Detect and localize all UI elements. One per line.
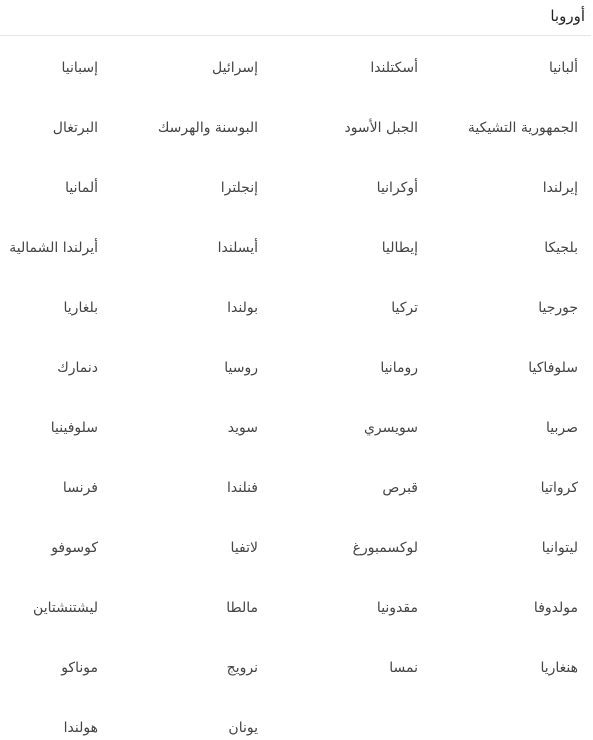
country-link[interactable]: كرواتيا <box>540 480 578 496</box>
country-link[interactable]: جورجيا <box>538 300 578 316</box>
country-link[interactable]: يونان <box>228 720 258 736</box>
country-link[interactable]: هولندا <box>63 720 98 736</box>
country-link[interactable]: دنمارك <box>57 360 98 376</box>
country-link[interactable]: سلوفينيا <box>50 420 98 436</box>
country-link[interactable]: إسبانيا <box>61 60 98 76</box>
country-link[interactable]: هنغاريا <box>540 660 578 676</box>
country-link[interactable]: سويسري <box>363 420 418 436</box>
country-link[interactable]: مالطا <box>226 600 258 616</box>
country-link[interactable]: نرويج <box>226 660 258 676</box>
country-link[interactable]: بلغاريا <box>63 300 98 316</box>
country-link[interactable]: رومانيا <box>380 360 418 376</box>
country-link[interactable]: قبرص <box>382 480 418 496</box>
country-link[interactable]: البوسنة والهرسك <box>157 120 258 136</box>
country-link[interactable]: أيسلندا <box>217 240 258 256</box>
country-link[interactable]: صربيا <box>546 420 578 436</box>
country-link[interactable]: أسكتلندا <box>370 60 418 76</box>
country-link[interactable]: ألمانيا <box>65 180 98 196</box>
country-link[interactable]: إيرلندا <box>542 180 578 196</box>
country-link[interactable]: روسيا <box>224 360 258 376</box>
country-link[interactable]: بلجيكا <box>544 240 578 256</box>
country-link[interactable]: نمسا <box>389 660 418 676</box>
country-link[interactable]: الجمهورية التشيكية <box>467 120 578 136</box>
country-link[interactable]: إسرائيل <box>212 60 258 76</box>
region-title: أوروبا <box>550 7 585 25</box>
country-link[interactable]: الجبل الأسود <box>344 120 418 136</box>
country-link[interactable]: موناكو <box>61 660 98 676</box>
country-link[interactable]: سلوفاكيا <box>528 360 578 376</box>
country-link[interactable]: مولدوفا <box>533 600 578 616</box>
country-link[interactable]: فرنسا <box>62 480 98 496</box>
country-link[interactable]: لاتفيا <box>230 540 258 556</box>
country-link[interactable]: لوكسمبورغ <box>352 540 418 556</box>
country-link[interactable]: أوكرانيا <box>376 180 418 196</box>
country-link[interactable]: إنجلترا <box>220 180 258 196</box>
country-link[interactable]: كوسوفو <box>51 540 98 556</box>
country-link[interactable]: مقدونيا <box>376 600 418 616</box>
country-link[interactable]: ليشتنشتاين <box>33 600 98 616</box>
country-link[interactable]: البرتغال <box>52 120 98 136</box>
country-link[interactable]: بولندا <box>227 300 258 316</box>
country-link[interactable]: سويد <box>227 420 258 436</box>
country-link[interactable]: تركيا <box>391 300 418 316</box>
country-link[interactable]: فنلندا <box>226 480 258 496</box>
country-link[interactable]: ألبانيا <box>548 60 578 76</box>
country-link[interactable]: أيرلندا الشمالية <box>9 240 98 256</box>
country-link[interactable]: إيطاليا <box>381 240 418 256</box>
country-link[interactable]: ليتوانيا <box>541 540 578 556</box>
